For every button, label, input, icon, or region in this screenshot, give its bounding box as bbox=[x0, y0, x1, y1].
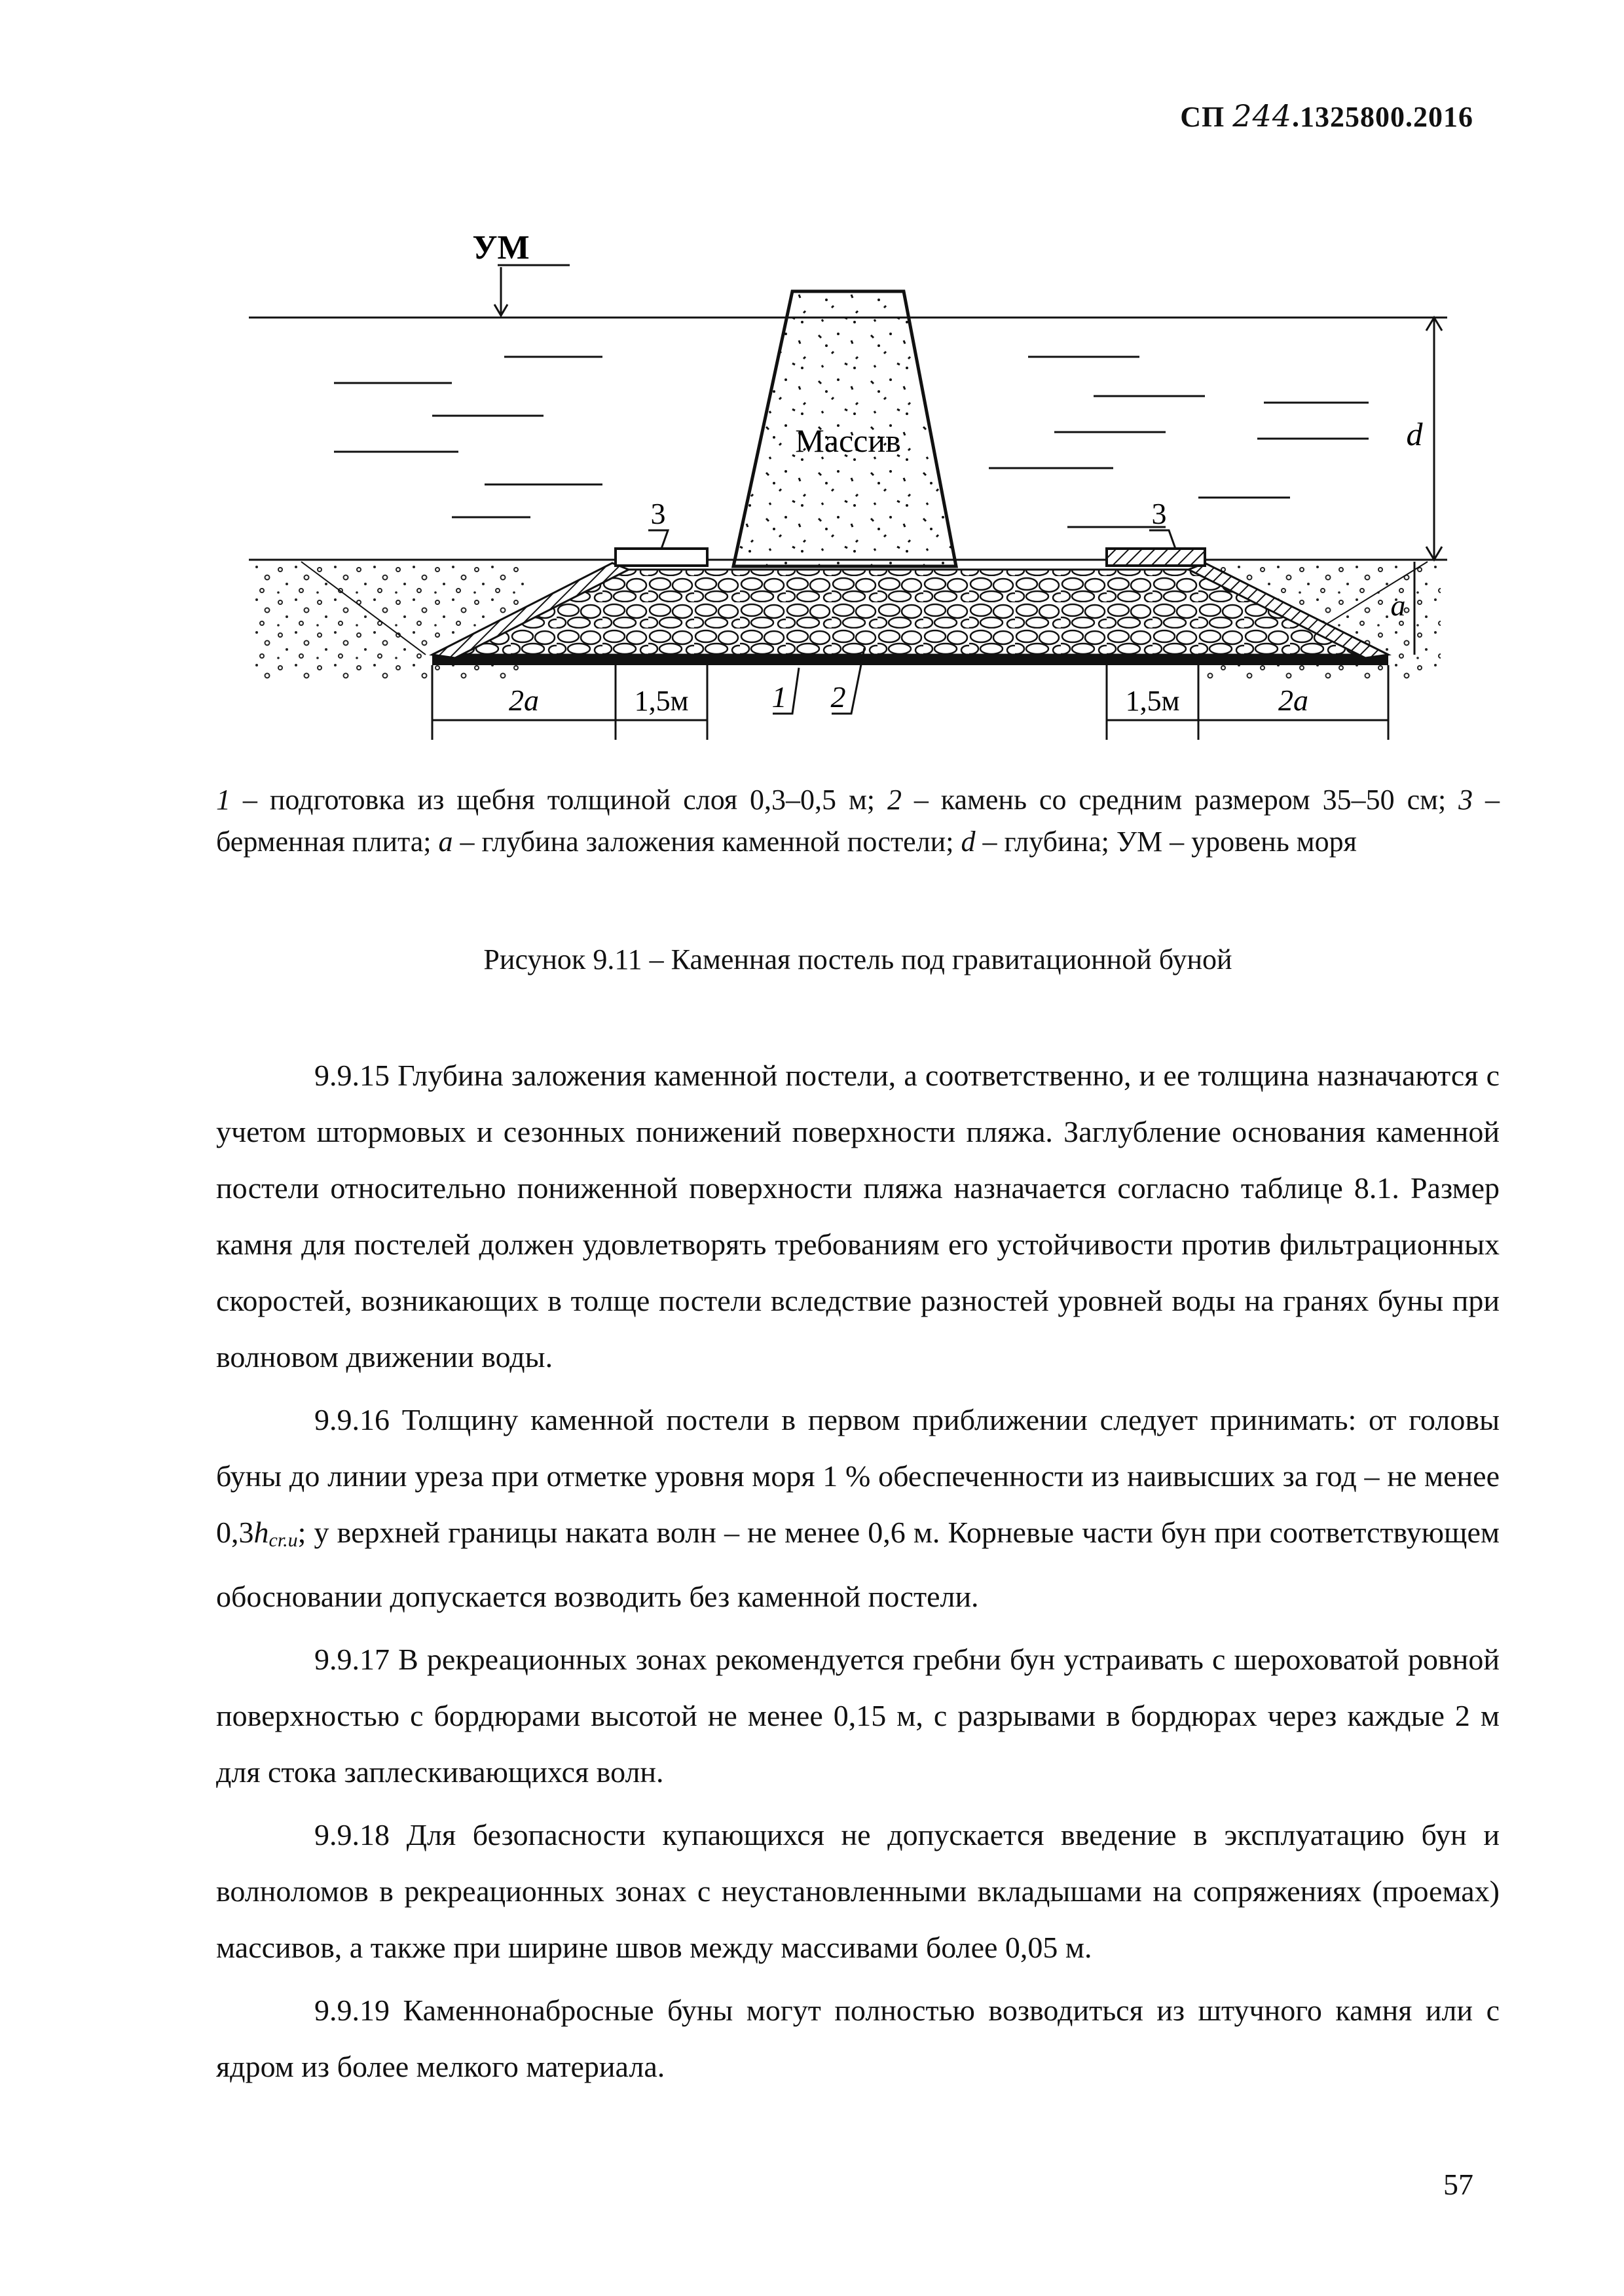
legend-num-3: 3 bbox=[1458, 784, 1473, 816]
figure-caption: Рисунок 9.11 – Каменная постель под гравитационной буной bbox=[483, 943, 1232, 975]
dim-1-5m-left: 1,5м bbox=[634, 685, 689, 717]
massive-label: Массив bbox=[795, 422, 901, 459]
handwritten-number: 244 bbox=[1232, 98, 1292, 134]
code-suffix: .1325800.2016 bbox=[1292, 101, 1473, 133]
legend-text-d: – глубина; УМ – уровень моря bbox=[975, 826, 1357, 858]
page-number: 57 bbox=[1443, 2168, 1473, 2201]
paragraph-9-9-18: 9.9.18 Для безопасности купающихся не допускается введение в эксплуатацию бун и волноломов в рекреационных зонах с неустановленными вкладышами на сопряжениях (проемах) массивов, а также при ширине швов между массивами более 0,05 м. bbox=[216, 1818, 1500, 1964]
p16-subscript: cr.u bbox=[268, 1529, 298, 1551]
figure-legend bbox=[216, 779, 1500, 863]
gravel-preparation-layer bbox=[432, 655, 1388, 665]
legend-text-3: – берменная плита; bbox=[216, 784, 1500, 858]
body-text bbox=[216, 1048, 1500, 2095]
dim-2a-left: 2a bbox=[509, 683, 539, 717]
paragraph-9-9-17: 9.9.17 В рекреационных зонах рекомендуется гребни бун устраивать с шероховатой ровной поверхностью с бордюрами высотой не менее 0,15 м, с разрывами в бордюрах через каждые 2 м для стока заплескивающихся волн. bbox=[216, 1643, 1500, 1789]
label-1: 1 bbox=[771, 680, 787, 714]
legend-text-a: – глубина заложения каменной постели; bbox=[452, 826, 961, 858]
figure-stone-bed-diagram bbox=[236, 236, 1480, 746]
label-3-left: 3 bbox=[650, 497, 666, 530]
um-label: УМ bbox=[472, 236, 530, 266]
p16-h: h bbox=[253, 1516, 269, 1549]
label-3-right: 3 bbox=[1151, 497, 1167, 530]
p16-text-a: 9.9.16 Толщину каменной постели в первом приближении следует принимать: от головы буны до линии уреза при отметке уровня моря 1 % обеспеченности из наивысших за год – не менее 0,3 bbox=[216, 1403, 1500, 1549]
dim-d: d bbox=[1406, 416, 1423, 452]
dim-2a-right: 2a bbox=[1278, 683, 1308, 717]
legend-sym-d: d bbox=[961, 826, 976, 858]
label-2: 2 bbox=[830, 680, 846, 714]
code-prefix: СП bbox=[1180, 101, 1225, 133]
dim-1-5m-right: 1,5м bbox=[1125, 685, 1180, 717]
legend-num-1: 1 bbox=[216, 784, 231, 816]
paragraph-9-9-15: 9.9.15 Глубина заложения каменной постели, а соответственно, и ее толщина назначаются с учетом штормовых и сезонных понижений поверхности пляжа. Заглубление основания каменной постели относительно пониженной поверхности пляжа назначается согласно таблице 8.1. Размер камня для постелей должен удовлетворять требованиям его устойчивости против фильтрационных скоростей, возникающих в толще постели вследствие разностей уровней воды на гранях буны при волновом движении воды. bbox=[216, 1059, 1500, 1374]
legend-text-2: – камень со средним размером 35–50 см; bbox=[901, 784, 1459, 816]
legend-num-2: 2 bbox=[887, 784, 902, 816]
document-code bbox=[1180, 98, 1473, 134]
dim-a: a bbox=[1390, 589, 1406, 622]
legend-text-1: – подготовка из щебня толщиной слоя 0,3–0,5 м; bbox=[231, 784, 887, 816]
paragraph-9-9-16 bbox=[216, 1392, 1500, 1625]
paragraph-9-9-19: 9.9.19 Каменнонаброcные буны могут полностью возводиться из штучного камня или с ядром из более мелкого материала. bbox=[216, 1994, 1500, 2083]
berm-plate-left bbox=[616, 549, 707, 566]
berm-plate-right bbox=[1107, 549, 1205, 566]
p16-text-b: ; у верхней границы наката волн – не менее 0,6 м. Корневые части бун при соответствующем обосновании допускается возводить без каменной постели. bbox=[216, 1516, 1500, 1613]
legend-sym-a: а bbox=[438, 826, 453, 858]
